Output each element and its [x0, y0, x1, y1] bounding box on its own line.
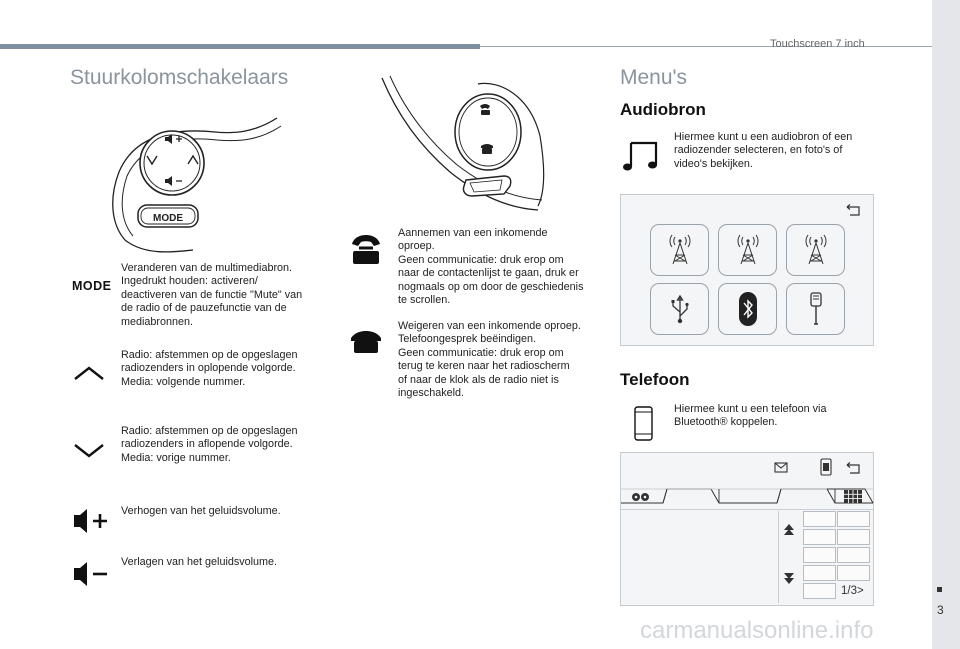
smartphone-icon [634, 406, 654, 442]
phone-heading: Telefoon [620, 370, 690, 389]
chevron-up-description: Radio: afstemmen op de opgeslagen radiozenders in oplopende volgorde. Media: volgende nummer. [121, 349, 298, 388]
phone-hangup-icon [349, 330, 383, 354]
radio-source-tile-1[interactable] [650, 224, 709, 276]
phone-tab-bar [621, 485, 873, 507]
message-icon[interactable] [774, 462, 788, 474]
volume-up-icon [72, 508, 112, 534]
side-strip [932, 0, 960, 649]
grid-cell[interactable] [837, 565, 870, 581]
mode-description: Veranderen van de multimediabron. Ingedrukt houden: activeren/ deactiveren van de functie "Mute" van de radio of de pauzefunctie van de mediabronnen. [121, 262, 303, 328]
audio-heading: Audiobron [620, 100, 706, 119]
back-icon[interactable] [846, 204, 862, 216]
back-icon[interactable] [846, 462, 862, 474]
aux-source-tile[interactable] [786, 283, 845, 335]
scroll-track [778, 511, 779, 603]
section-label: Touchscreen 7 inch [770, 38, 865, 50]
phone-screen [620, 452, 874, 606]
radio-tower-icon [737, 235, 759, 265]
keypad-tab-icon[interactable] [844, 490, 862, 503]
volume-down-description: Verlagen van het geluidsvolume. [121, 556, 278, 568]
volume-up-description: Verhogen van het geluidsvolume. [121, 505, 281, 517]
list-divider [621, 509, 873, 510]
usb-source-tile[interactable] [650, 283, 709, 335]
watermark: carmanualsonline.info [640, 617, 874, 644]
grid-cell[interactable] [837, 511, 870, 527]
grid-cell[interactable] [837, 547, 870, 563]
bluetooth-icon [738, 291, 758, 327]
grid-cell[interactable] [837, 529, 870, 545]
wheel-phone-hangup-icon [481, 144, 493, 154]
grid-cell[interactable] [803, 529, 836, 545]
scroll-up-icon[interactable] [782, 523, 796, 539]
grid-cell[interactable] [803, 547, 836, 563]
scroll-down-icon[interactable] [782, 569, 796, 585]
radio-source-tile-2[interactable] [718, 224, 777, 276]
grid-cell[interactable] [803, 511, 836, 527]
phone-status-icon [820, 458, 832, 476]
aux-jack-icon [807, 291, 825, 327]
grid-cell[interactable] [803, 565, 836, 581]
mode-icon: MODE [72, 279, 112, 293]
chevron-up-icon [72, 365, 106, 383]
page-indicator[interactable]: 1/3> [841, 585, 864, 597]
volume-down-icon [72, 561, 112, 587]
bluetooth-source-tile[interactable] [718, 283, 777, 335]
chevron-down-icon [72, 442, 106, 460]
radio-source-tile-3[interactable] [786, 224, 845, 276]
chevron-down-description: Radio: afstemmen op de opgeslagen radiozenders in aflopende volgorde. Media: vorige nummer. [121, 425, 298, 464]
menus-title: Menu's [620, 66, 688, 89]
radio-tower-icon [805, 235, 827, 265]
settings-tab-icon[interactable] [631, 491, 651, 503]
steering-controls-title: Stuurkolomschakelaars [70, 66, 289, 89]
audio-source-screen [620, 194, 874, 346]
phone-hangup-description: Weigeren van een inkomende oproep. Telefoongesprek beëindigen. Geen communicatie: druk erop om terug te keren naar het radioscherm of naar de klok als de radio niet is ingeschakeld. [398, 320, 581, 400]
radio-tower-icon [669, 235, 691, 265]
usb-icon [670, 294, 690, 324]
phone-description: Hiermee kunt u een telefoon via Bluetooth® koppelen. [674, 403, 827, 429]
header-rule-dark [0, 44, 480, 49]
music-note-icon [622, 140, 660, 172]
audio-description: Hiermee kunt u een audiobron of een radiozender selecteren, en foto's of video's bekijken. [674, 131, 853, 170]
phone-answer-icon [349, 234, 383, 266]
wheel-mode-button: MODE [153, 213, 183, 224]
steering-wheel-right-illustration [380, 76, 560, 216]
page-marker [937, 587, 942, 592]
grid-cell[interactable] [803, 583, 836, 599]
steering-wheel-left-illustration [105, 112, 285, 252]
page-number: 3 [937, 603, 944, 617]
phone-answer-description: Aannemen van een inkomende oproep. Geen communicatie: druk erop om naar de contactenlijst te gaan, druk er nogmaals op om door de geschiedenis te scrollen. [398, 227, 584, 307]
